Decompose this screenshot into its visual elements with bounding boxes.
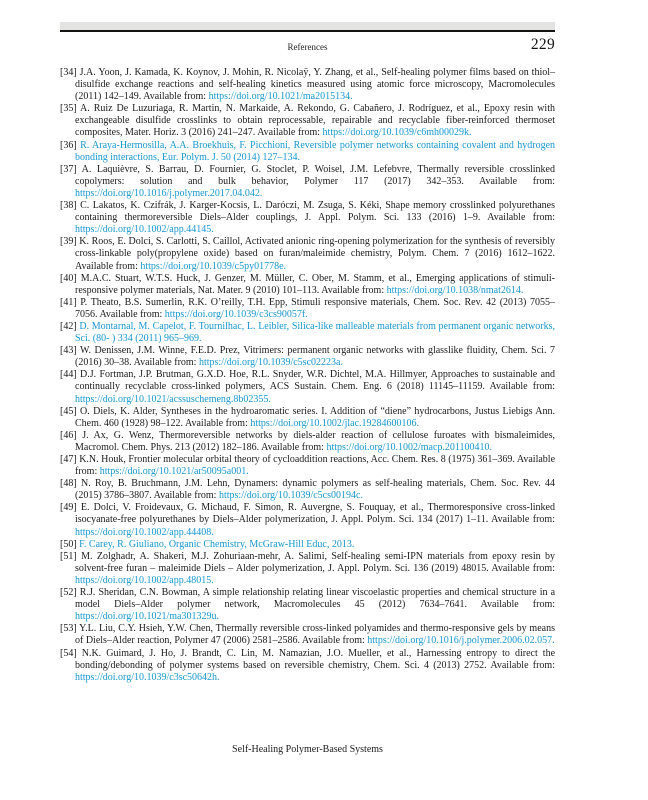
reference-item-53 (60, 623, 555, 647)
doi-link[interactable]: https://doi.org/10.1021/ma2015134. (208, 91, 353, 103)
reference-number: [39] (60, 236, 77, 248)
running-header-title: References (287, 42, 328, 52)
reference-item-38 (60, 200, 555, 236)
reference-item-34 (60, 67, 555, 103)
reference-number: [48] (60, 478, 77, 490)
doi-link[interactable]: https://doi.org/10.1039/c5py01778e. (140, 260, 287, 272)
running-footer (60, 744, 555, 755)
doi-link[interactable]: https://doi.org/10.1039/c3cs90057f. (164, 308, 308, 320)
reference-item-52 (60, 587, 555, 623)
reference-item-37 (60, 164, 555, 200)
reference-text: K.N. Houk, Frontier molecular orbital theory of cycloaddition reactions, Acc. Chem. Res. 8 (1975) 361–369. Available from: (75, 454, 556, 478)
reference-text: M. Zolghadr, A. Shakeri, M.J. Zohuriaan-mehr, A. Salimi, Self-healing semi-IPN materials from epoxy resin by solvent-free furan – maleimide Diels – Alder polymerization, J. Appl. Polym. Sci. 136 (2019) 48015. Available from: (75, 550, 556, 574)
reference-item-45 (60, 406, 555, 430)
reference-citation-link[interactable]: F. Carey, R. Giuliano, Organic Chemistry, McGraw-Hill Educ, 2013. (79, 538, 355, 550)
reference-number: [50] (60, 538, 77, 550)
reference-text: N.K. Guimard, J. Ho, J. Brandt, C. Lin, M. Namazian, J.O. Mueller, et al., Harnessing entropy to direct the bonding/debonding of polymer systems based on reversible chemistry, Chem. Sci. 4 (2013) 2752. Available from: (75, 647, 556, 671)
reference-number: [37] (60, 163, 77, 175)
reference-text: O. Diels, K. Alder, Syntheses in the hydroaromatic series. I. Addition of “diene” hydrocarbons, Justus Liebigs Ann. Chem. 460 (1928) 98–122. Available from: (75, 405, 556, 429)
reference-text: P. Theato, B.S. Sumerlin, R.K. O’reilly, T.H. Epp, Stimuli responsive materials, Chem. Soc. Rev. 42 (2013) 7055–7056. Available from: (75, 296, 555, 320)
doi-link[interactable]: https://doi.org/10.1016/j.polymer.2006.02.057. (367, 635, 555, 647)
doi-link[interactable]: https://doi.org/10.1002/app.48015. (75, 574, 214, 586)
reference-number: [52] (60, 587, 77, 599)
book-title: Self-Healing Polymer-Based Systems (232, 744, 383, 755)
reference-number: [44] (60, 369, 77, 381)
reference-text: A. Laquièvre, S. Barrau, D. Fournier, G. Stoclet, P. Woisel, J.M. Lefebvre, Thermally reversible crosslinked copolymers: solution and bulk behavior, Polymer 117 (2017) 342–353. Available from: (75, 163, 555, 187)
reference-text: Y.L. Liu, C.Y. Hsieh, Y.W. Chen, Thermally reversible cross-linked polyamides and thermo-responsive gels by means of Diels–Alder reaction, Polymer 47 (2006) 2581–2586. Available from: (75, 623, 555, 647)
page-number: 229 (530, 36, 555, 53)
reference-text: N. Roy, B. Bruchmann, J.M. Lehn, Dynamers: dynamic polymers as self-healing materials, Chem. Soc. Rev. 44 (2015) 3786–3807. Available from: (75, 478, 556, 502)
reference-item-41 (60, 297, 555, 321)
reference-number: [47] (60, 454, 77, 465)
reference-item-36 (60, 140, 555, 164)
reference-item-48 (60, 478, 555, 502)
reference-text: W. Denissen, J.M. Winne, F.E.D. Prez, Vitrimers: permanent organic networks with glasslike fluidity, Chem. Sci. 7 (2016) 30–38. Available from: (75, 345, 555, 369)
page-content (60, 0, 555, 684)
reference-text: A. Ruiz De Luzuriaga, R. Martin, N. Markaide, A. Rekondo, G. Cabañero, J. Rodríguez, et al., Epoxy resin with exchangeable disulfide crosslinks to obtain reprocessable, repairable and recyclable fiber-reinforced thermoset composites, Mater. Horiz. 3 (2016) 241–247. Available from: (75, 103, 555, 139)
reference-item-47 (60, 454, 555, 478)
reference-item-46 (60, 430, 555, 454)
reference-item-51 (60, 551, 555, 587)
doi-link[interactable]: https://doi.org/10.1039/c5sc02223a. (198, 357, 343, 369)
doi-link[interactable]: https://doi.org/10.1039/c6mh00029k. (322, 127, 472, 139)
reference-citation-link[interactable]: D. Montarnal, M. Capelot, F. Tournilhac, L. Leibler, Silica-like malleable materials from permanent organic networks, Sci. (80- ) 334 (2011) 965–969. (75, 320, 556, 345)
doi-link[interactable]: https://doi.org/10.1002/app.44408. (75, 526, 214, 538)
page-header (60, 34, 555, 60)
reference-citation-link[interactable]: R. Araya-Hermosilla, A.A. Broekhuis, F. Picchioni, Reversible polymer networks containing covalent and hydrogen bonding interactions, Eur. Polym. J. 50 (2014) 127–134. (75, 139, 556, 163)
reference-number: [43] (60, 345, 77, 357)
reference-number: [46] (60, 429, 77, 441)
reference-item-39 (60, 236, 555, 272)
reference-number: [42] (60, 320, 77, 332)
doi-link[interactable]: https://doi.org/10.1021/ma301329u. (75, 611, 219, 623)
reference-number: [36] (60, 139, 77, 151)
reference-number: [41] (60, 296, 77, 308)
reference-number: [38] (60, 200, 77, 212)
reference-list (60, 67, 555, 684)
doi-link[interactable]: https://doi.org/10.1021/ar50095a001. (99, 466, 249, 478)
reference-item-43 (60, 345, 555, 369)
reference-item-40 (60, 273, 555, 297)
reference-item-35 (60, 103, 555, 139)
reference-number: [45] (60, 405, 77, 417)
doi-link[interactable]: https://doi.org/10.1039/c3sc50642h. (75, 671, 220, 683)
reference-text: R.J. Sheridan, C.N. Bowman, A simple relationship relating linear viscoelastic properties and chemical structure in a model Diels–Alder polymer network, Macromolecules 45 (2012) 7634–7641. Available from: (75, 587, 556, 611)
reference-number: [49] (60, 502, 77, 514)
reference-text: J.A. Yoon, J. Kamada, K. Koynov, J. Mohin, R. Nicolaÿ, Y. Zhang, et al., Self-healing polymer films based on thiol–disulfide exchange reactions and self-healing kinetics measured using atomic force microscopy, Macromolecules (2011) 142–149. Available from: (75, 67, 556, 103)
doi-link[interactable]: https://doi.org/10.1002/jlac.19284600106. (250, 417, 420, 429)
reference-number: [51] (60, 550, 77, 562)
reference-text: E. Dolci, V. Froidevaux, G. Michaud, F. Simon, R. Auvergne, S. Fouquay, et al., Thermoresponsive cross-linked isocyanate-free polyurethanes by Diels–Alder polymerization, J. Appl. Polym. Sci. 134 (2017) 1–11. Available from: (75, 502, 555, 526)
doi-link[interactable]: https://doi.org/10.1002/macp.201100410. (326, 441, 493, 453)
reference-text: D.J. Fortman, J.P. Brutman, G.X.D. Hoe, R.L. Snyder, W.R. Dichtel, M.A. Hillmyer, Approaches to sustainable and continually recyclable cross-linked polymers, ACS Sustain. Chem. Eng. 6 (2018) 11145–11159. Available from: (75, 369, 556, 393)
reference-item-42 (60, 321, 555, 345)
reference-number: [53] (60, 623, 77, 635)
header-rule (60, 22, 555, 32)
reference-text: K. Roos, E. Dolci, S. Carlotti, S. Caillol, Activated anionic ring-opening polymerization for the synthesis of reversibly cross-linkable poly(propylene oxide) based on furan/maleimide chemistry, Polym. Chem. 7 (2016) 1612–1622. Available from: (75, 236, 555, 272)
doi-link[interactable]: https://doi.org/10.1039/c5cs00194c. (218, 490, 363, 502)
doi-link[interactable]: https://doi.org/10.1021/acssuschemeng.8b02355. (75, 393, 271, 405)
reference-text: M.A.C. Stuart, W.T.S. Huck, J. Genzer, M. Müller, C. Ober, M. Stamm, et al., Emerging applications of stimuli-responsive polymer materials, Nat. Mater. 9 (2010) 101–113. Available from: (75, 272, 555, 296)
doi-link[interactable]: https://doi.org/10.1016/j.polymer.2017.04.042. (75, 187, 263, 199)
reference-text: J. Ax, G. Wenz, Thermoreversible networks by diels-alder reaction of cellulose furoates with bismaleimides, Macromol. Chem. Phys. 213 (2012) 182–186. Available from: (75, 429, 555, 453)
reference-item-50 (60, 539, 555, 551)
reference-text: C. Lakatos, K. Czifrák, J. Karger-Kocsis, L. Daróczi, M. Zsuga, S. Kéki, Shape memory crosslinked polyurethanes containing thermoreversible Diels–Alder couplings, J. Appl. Polym. Sci. 133 (2016) 1–9. Available from: (75, 200, 555, 224)
reference-item-49 (60, 502, 555, 538)
reference-number: [54] (60, 647, 77, 659)
reference-number: [34] (60, 67, 77, 78)
reference-item-54 (60, 648, 555, 684)
doi-link[interactable]: https://doi.org/10.1038/nmat2614. (386, 284, 524, 296)
reference-item-44 (60, 369, 555, 405)
reference-number: [40] (60, 272, 77, 284)
reference-number: [35] (60, 103, 77, 115)
doi-link[interactable]: https://doi.org/10.1002/app.44145. (75, 224, 214, 236)
